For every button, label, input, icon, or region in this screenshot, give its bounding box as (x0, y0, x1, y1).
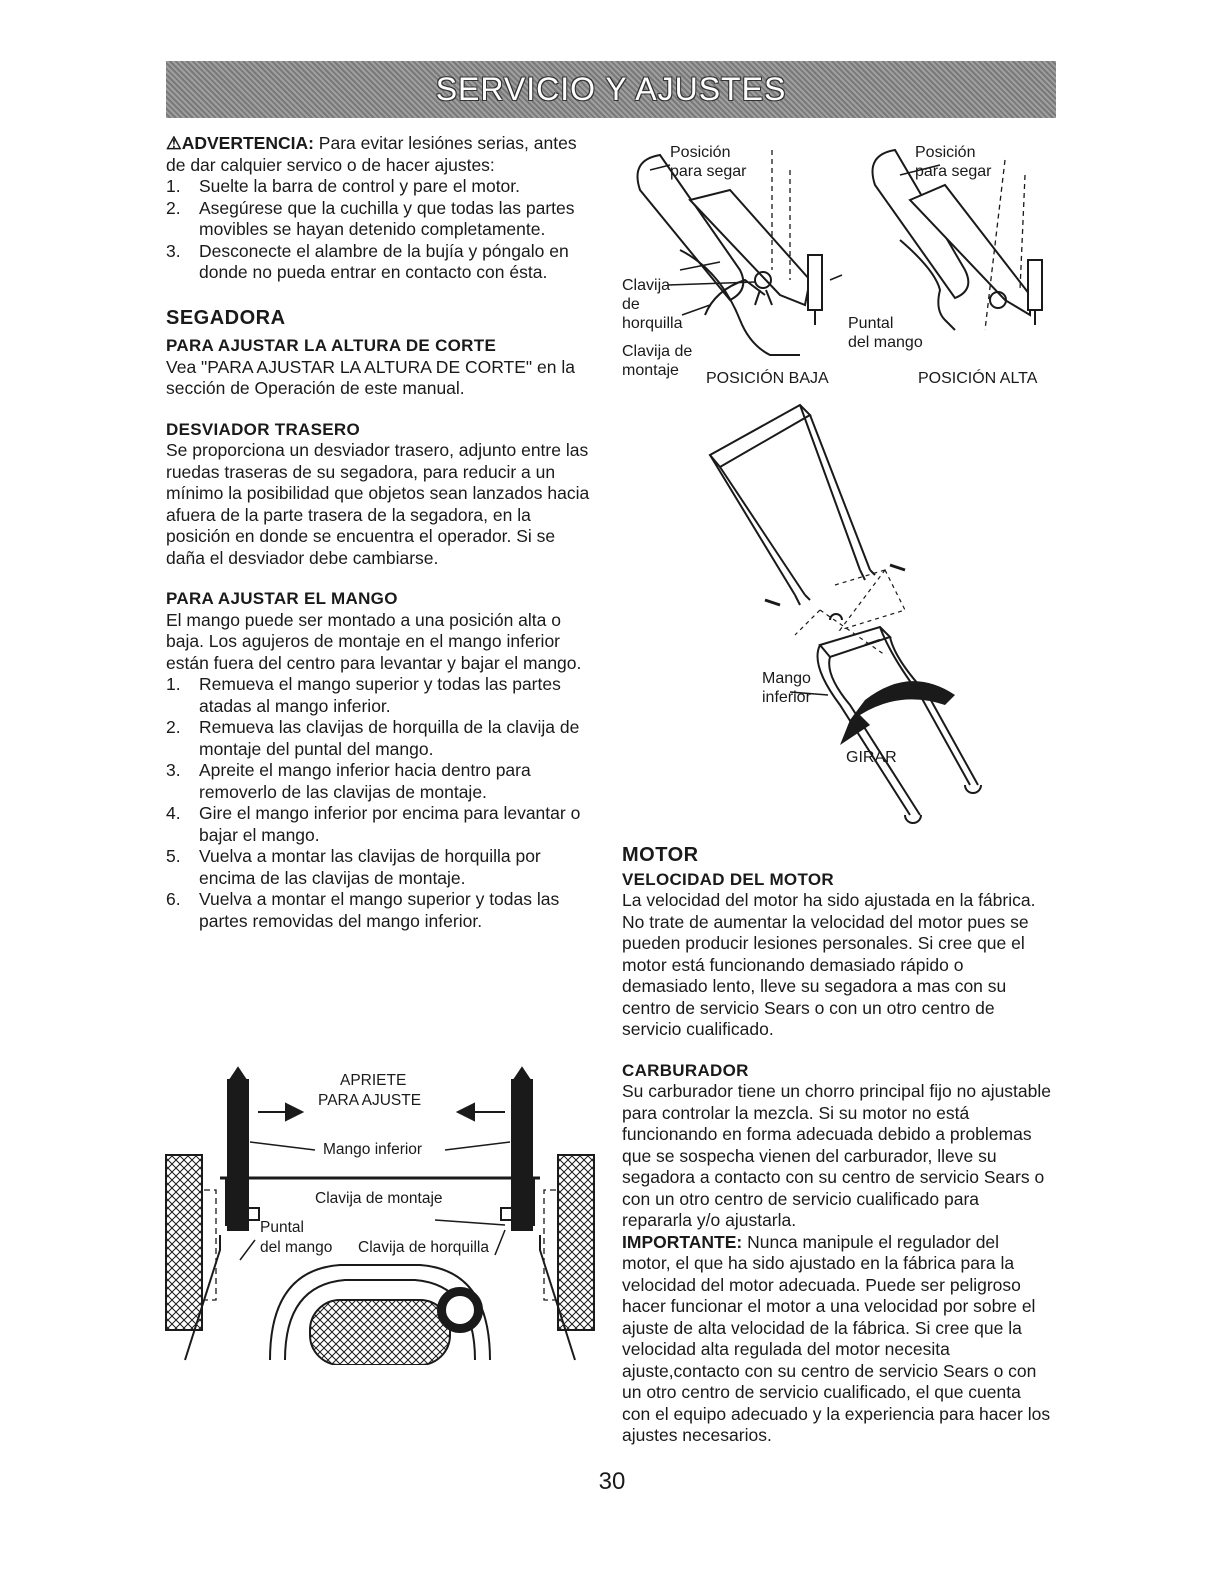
label-clavija-montaje-1: Clavija de (622, 343, 693, 360)
label-mango-2: inferior (762, 689, 811, 706)
warning-label: ADVERTENCIA: (181, 133, 314, 153)
warning-triangle-icon: ⚠ (166, 133, 182, 153)
mango-steps-list (166, 674, 596, 932)
label-puntal-1: Puntal (848, 315, 894, 332)
warning-intro: Para evitar lesiónes serias, antes de dar calquier servico o de hacer ajustes: (166, 133, 577, 175)
important-paragraph (622, 1232, 1052, 1447)
warning-paragraph (166, 133, 596, 176)
label-puntal-2: del mango (848, 334, 923, 351)
left-column (166, 133, 596, 932)
altura-heading: PARA AJUSTAR LA ALTURA DE CORTE (166, 336, 497, 355)
page-number: 30 (598, 1468, 626, 1495)
motor-heading: MOTOR (622, 844, 699, 866)
right-column (622, 845, 1052, 1447)
label-posicion-segar-1a: Posición (670, 144, 731, 161)
mango-text: El mango puede ser montado a una posición alta o baja. Los agujeros de montaje en el mango inferior están fuera del centro para levantar y bajar el mango. (166, 609, 582, 673)
handle-rotation-diagram (680, 395, 1000, 835)
label-clavija-horquilla-1: Clavija (622, 277, 671, 294)
label-puntal-2: del mango (260, 1239, 333, 1256)
segadora-heading: SEGADORA (166, 306, 286, 329)
list-item: 4. Gire el mango inferior por encima para levantar o bajar el mango. (166, 803, 581, 845)
label-apriete-1: APRIETE (340, 1072, 407, 1089)
banner-title: SERVICIO Y AJUSTES (435, 71, 787, 107)
label-posicion-segar-2b: para segar (915, 163, 992, 180)
label-posicion-segar-2a: Posición (915, 144, 976, 161)
velocidad-text: La velocidad del motor ha sido ajustada en la fábrica. No trate de aumentar la velocidad del motor pues se pueden producir lesiones personales. Si cree que el motor está funcionando demasiado rápido o demasiado lento, lleve su segadora a mas con su centro de servicio Sears o con un otro centro de servicio cualificado. (622, 890, 1036, 1039)
label-clavija-montaje-2: montaje (622, 362, 679, 379)
label-clavija-horquilla-3: horquilla (622, 315, 683, 332)
carburador-text: Su carburador tiene un chorro principal fijo no ajustable para controlar la mezcla. Si su motor no está funcionando en forma adecuada debido a problemas que se sospecha vienen del carburador, lleve su segadora a contacto con su centro de servicio Sears o con un otro centro de servicio cualificado para repararla y/o ajustarla. (622, 1081, 1052, 1230)
warning-list (166, 176, 596, 284)
label-clavija-horquilla: Clavija de horquilla (358, 1239, 489, 1256)
velocidad-heading: VELOCIDAD DEL MOTOR (622, 869, 834, 889)
label-posicion-segar-1b: para segar (670, 163, 747, 180)
mango-heading: PARA AJUSTAR EL MANGO (166, 589, 398, 608)
handle-squeeze-diagram (160, 1060, 600, 1365)
list-item: 1. Remueva el mango superior y todas las partes atadas al mango inferior. (166, 674, 561, 716)
list-item: 3. Desconecte el alambre de la bujía y póngalo en donde no pueda entrar en contacto con ésta. (166, 240, 569, 282)
important-text: Nunca manipule el regulador del motor, el que ha sido ajustado en la fábrica para la velocidad del motor adecuada. Puede ser peligroso hacer funcionar el motor a una velocidad por sobre el ajuste de alta velocidad de la fábrica. Si cree que la velocidad alta regulada del motor necesita ajuste,contacto con su centro de servicio Sears o con un otro centro de servicio cualificado, el que cuenta con el equipo adecuado y la experiencia para hacer los ajustes necesarios. (622, 1231, 1051, 1445)
list-item: 5. Vuelva a montar las clavijas de horquilla por encima de las clavijas de montaje. (166, 846, 541, 888)
label-clavija-horquilla-2: de (622, 296, 640, 313)
label-apriete-2: PARA AJUSTE (318, 1092, 422, 1109)
carburador-heading: CARBURADOR (622, 1060, 749, 1080)
handle-position-diagram (610, 130, 1060, 395)
section-banner (166, 61, 1056, 118)
desviador-text: Se proporciona un desviador trasero, adjunto entre las ruedas traseras de su segadora, para reducir a un mínimo la posibilidad que objetos sean lanzados hacia afuera de la parte trasera de la segadora, en la posición en donde se encuentra el operador. Si se daña el desviador debe cambiarse. (166, 440, 590, 568)
important-label: IMPORTANTE: (622, 1231, 743, 1252)
desviador-heading: DESVIADOR TRASERO (166, 419, 361, 439)
label-girar: GIRAR (846, 749, 897, 766)
label-posicion-alta: POSICIÓN ALTA (918, 370, 1038, 387)
label-clavija-montaje: Clavija de montaje (315, 1190, 443, 1207)
list-item: 1. Suelte la barra de control y pare el motor. (166, 176, 521, 196)
list-item: 6. Vuelva a montar el mango superior y todas las partes removidas del mango inferior. (166, 889, 560, 931)
list-item: 3. Apreite el mango inferior hacia dentro para removerlo de las clavijas de montaje. (166, 760, 531, 802)
label-puntal-1: Puntal (260, 1219, 304, 1236)
list-item: 2. Asegúrese que la cuchilla y que todas las partes movibles se hayan detenido completamente. (166, 197, 575, 239)
label-mango-1: Mango (762, 670, 811, 687)
list-item: 2. Remueva las clavijas de horquilla de la clavija de montaje del puntal del mango. (166, 717, 580, 759)
altura-text: Vea "PARA AJUSTAR LA ALTURA DE CORTE" en la sección de Operación de este manual. (166, 356, 575, 398)
label-posicion-baja: POSICIÓN BAJA (706, 370, 829, 387)
label-mango-inferior: Mango inferior (323, 1141, 423, 1158)
